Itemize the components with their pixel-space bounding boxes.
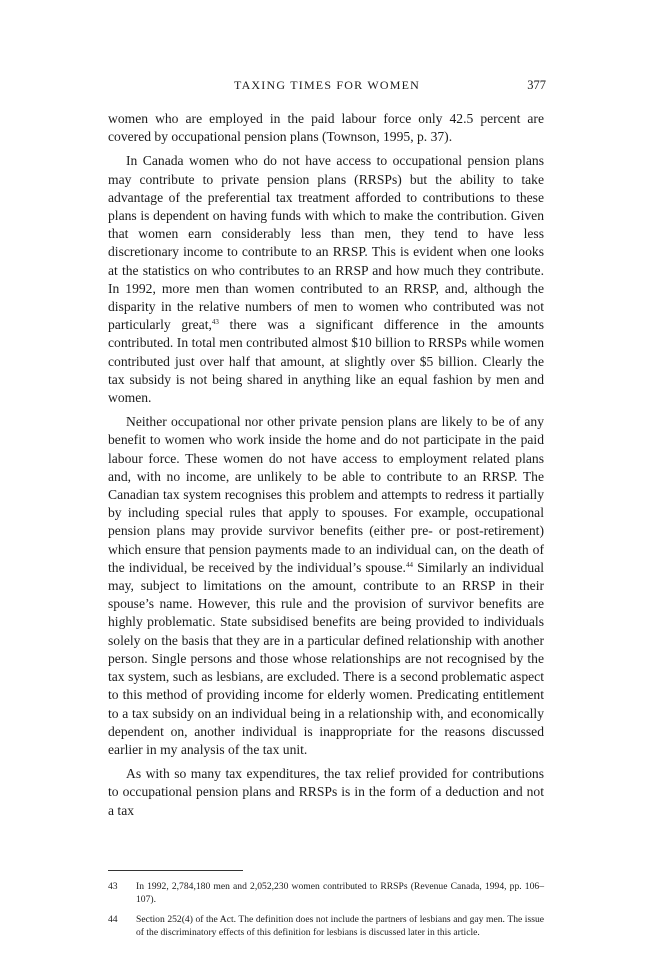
paragraph-1: [108, 110, 544, 146]
paragraph-1-text: women who are employed in the paid labour force only 42.5 percent are covered by occupational pension plans (Townson, 1995, p. 37).: [108, 111, 544, 145]
footnote-number: 44: [108, 913, 118, 925]
footnote-text: In 1992, 2,784,180 men and 2,052,230 women contributed to RRSPs (Revenue Canada, 1994, pp. 106–107).: [136, 881, 544, 906]
footnote-ref-43[interactable]: 43: [211, 318, 219, 327]
paragraph-2-text-a: In Canada women who do not have access to occupational pension plans may contribute to private pension plans (RRSPs) but the ability to take advantage of the preferential tax treatment afforded to contributions to these plans is dependent on having funds with which to make the contribution. Given that women earn considerably less than men, they tend to have less discretionary income to contribute to an RRSP. This is evident when one looks at the statistics on who contributes to an RRSP and how much they contribute. In 1992, more men than women contributed to an RRSP, and, although the disparity in the relative numbers of men to women who contributed was not particularly great,: [108, 153, 544, 333]
paragraph-4-text: As with so many tax expenditures, the tax relief provided for contributions to occupational pension plans and RRSPs is in the form of a deduction and not a tax: [108, 766, 544, 818]
footnotes: [108, 880, 544, 946]
paragraph-3-text-a: Neither occupational nor other private pension plans are likely to be of any benefit to women who work inside the home and do not participate in the paid labour force. These women do not have access to employment related plans and, with no income, are unlikely to be able to contribute to an RRSP. The Canadian tax system recognises this problem and attempts to redress it partially by including special rules that apply to spouses. For example, occupational pension plans may provide survivor benefits (either pre- or post-retirement) which ensure that pension payments made to an individual can, on the death of the individual, be received by the individual’s spouse.: [108, 414, 544, 575]
paragraph-2: [108, 152, 544, 407]
paragraph-3: [108, 413, 544, 759]
paragraph-3-text-b: Similarly an individual may, subject to limitations on the amount, contribute to an RRSP in their spouse’s name. However, this rule and the provision of survivor benefits are highly problematic. State subsidised benefits are being provided to individuals solely on the basis that they are in a particular defined relationship with another person. Single persons and those whose relationships are not recognised by the tax system, such as lesbians, are excluded. There is a second problematic aspect to this method of providing income for elderly women. Predicating entitlement to a tax subsidy on an individual being in a relationship with, and economically dependent on, another individual is inappropriate for the reasons discussed earlier in my analysis of the tax unit.: [108, 559, 545, 757]
paragraph-4: [108, 765, 544, 820]
running-title: TAXING TIMES FOR WOMEN: [234, 78, 420, 92]
footnote-ref-44[interactable]: 44: [405, 560, 413, 569]
footnote-number: 43: [108, 881, 118, 892]
footnote-text: Section 252(4) of the Act. The definition does not include the partners of lesbians and gay men. The issue of the discriminatory effects of this definition for lesbians is discussed later in this article.: [136, 913, 544, 939]
paragraph-2-text-b: there was a significant difference in the amounts contributed. In total men contributed almost $10 billion to RRSPs while women contributed just over half that amount, at slightly over $5 billion. Clearly the tax subsidy is not being shared in anything like an equal fashion by men and women.: [108, 317, 544, 406]
page-number: 377: [527, 78, 546, 92]
footnote-44: [108, 913, 544, 940]
page-header: [108, 76, 546, 94]
body-text: [108, 110, 544, 826]
footnote-43: [108, 880, 544, 907]
footnote-divider: [108, 870, 243, 871]
